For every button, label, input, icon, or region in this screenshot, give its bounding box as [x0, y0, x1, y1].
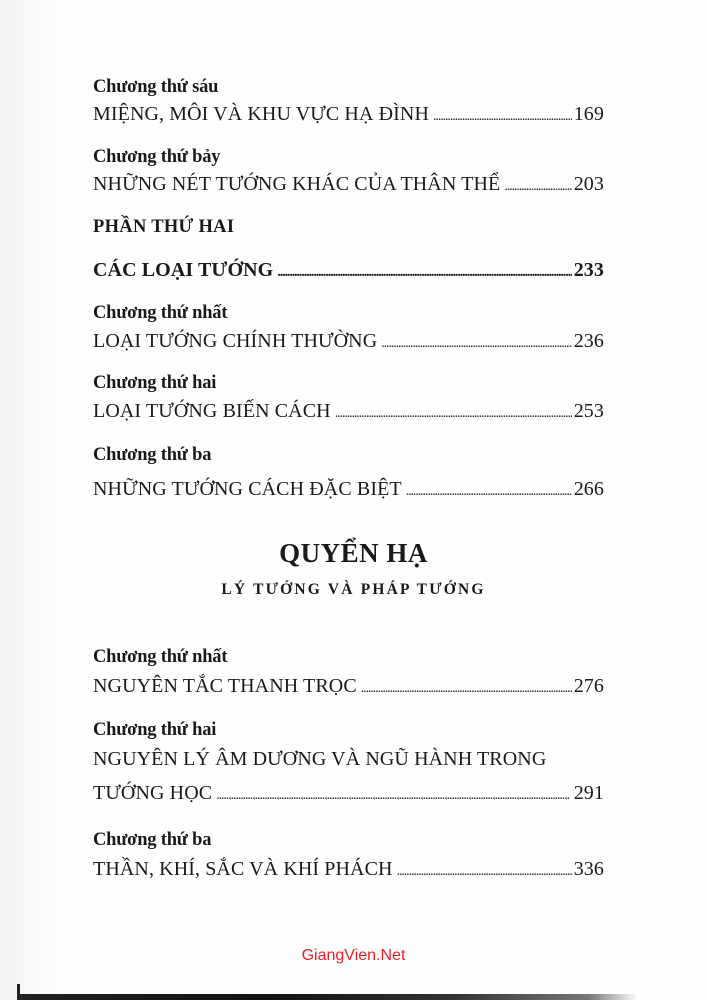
volume-title: QUYỂN HẠ	[279, 538, 428, 568]
dot-leader	[433, 104, 572, 130]
part-heading: PHẦN THỨ HAI	[93, 217, 235, 237]
dot-leader	[216, 783, 571, 809]
toc-entry	[93, 856, 604, 885]
toc-entry-title: NHỮNG NÉT TƯỚNG KHÁC CỦA THÂN THỂ	[93, 173, 501, 195]
page-bottom-edge	[18, 994, 638, 1000]
toc-entry-title: NGUYÊN LÝ ÂM DƯƠNG VÀ NGŨ HÀNH TRONG	[93, 748, 547, 770]
part-title-entry	[93, 257, 604, 286]
page-number: 336	[573, 858, 604, 880]
toc-entry-title-continued: TƯỚNG HỌC	[93, 782, 213, 804]
chapter-label: Chương thứ sáu	[93, 77, 219, 97]
toc-entry-title: MIỆNG, MÔI VÀ KHU VỰC HẠ ĐÌNH	[93, 103, 430, 125]
chapter-label: Chương thứ ba	[93, 830, 212, 850]
toc-entry-title: LOẠI TƯỚNG BIẾN CÁCH	[93, 400, 331, 422]
page-number: 169	[573, 103, 604, 125]
part-title: CÁC LOẠI TƯỚNG	[93, 259, 274, 281]
toc-entry-title: NGUYÊN TẮC THANH TRỌC	[93, 675, 357, 697]
page-shadow	[0, 0, 60, 1000]
dot-leader	[277, 260, 571, 286]
chapter-label: Chương thứ ba	[93, 445, 212, 465]
toc-entry-title: LOẠI TƯỚNG CHÍNH THƯỜNG	[93, 330, 378, 352]
toc-entry-title: NHỮNG TƯỚNG CÁCH ĐẶC BIỆT	[93, 478, 402, 500]
dot-leader	[361, 676, 572, 702]
toc-entry	[93, 476, 604, 505]
dot-leader	[381, 331, 571, 357]
page-number: 253	[573, 400, 604, 422]
dot-leader	[406, 479, 572, 505]
chapter-label: Chương thứ bảy	[93, 147, 221, 167]
toc-entry	[93, 398, 604, 427]
page-number: 266	[573, 478, 604, 500]
toc-entry	[93, 171, 604, 200]
chapter-label: Chương thứ hai	[93, 720, 217, 740]
toc-entry-multiline-first	[93, 746, 604, 772]
page-number: 291	[573, 782, 604, 804]
toc-entry	[93, 101, 604, 130]
dot-leader	[504, 174, 571, 200]
toc-entry	[93, 328, 604, 357]
toc-entry-title: THẦN, KHÍ, SẮC VÀ KHÍ PHÁCH	[93, 858, 393, 880]
page-number: 236	[573, 330, 604, 352]
dot-leader	[335, 401, 572, 427]
chapter-label: Chương thứ nhất	[93, 647, 228, 667]
page-number: 233	[573, 259, 604, 281]
chapter-label: Chương thứ hai	[93, 373, 217, 393]
dot-leader	[397, 859, 572, 885]
toc-entry	[93, 673, 604, 702]
page-number: 203	[573, 173, 604, 195]
page-number: 276	[573, 675, 604, 697]
volume-subtitle: LÝ TƯỚNG VÀ PHÁP TƯỚNG	[221, 581, 486, 598]
toc-entry	[93, 780, 604, 809]
watermark: GiangVien.Net	[301, 947, 406, 964]
chapter-label: Chương thứ nhất	[93, 303, 228, 323]
